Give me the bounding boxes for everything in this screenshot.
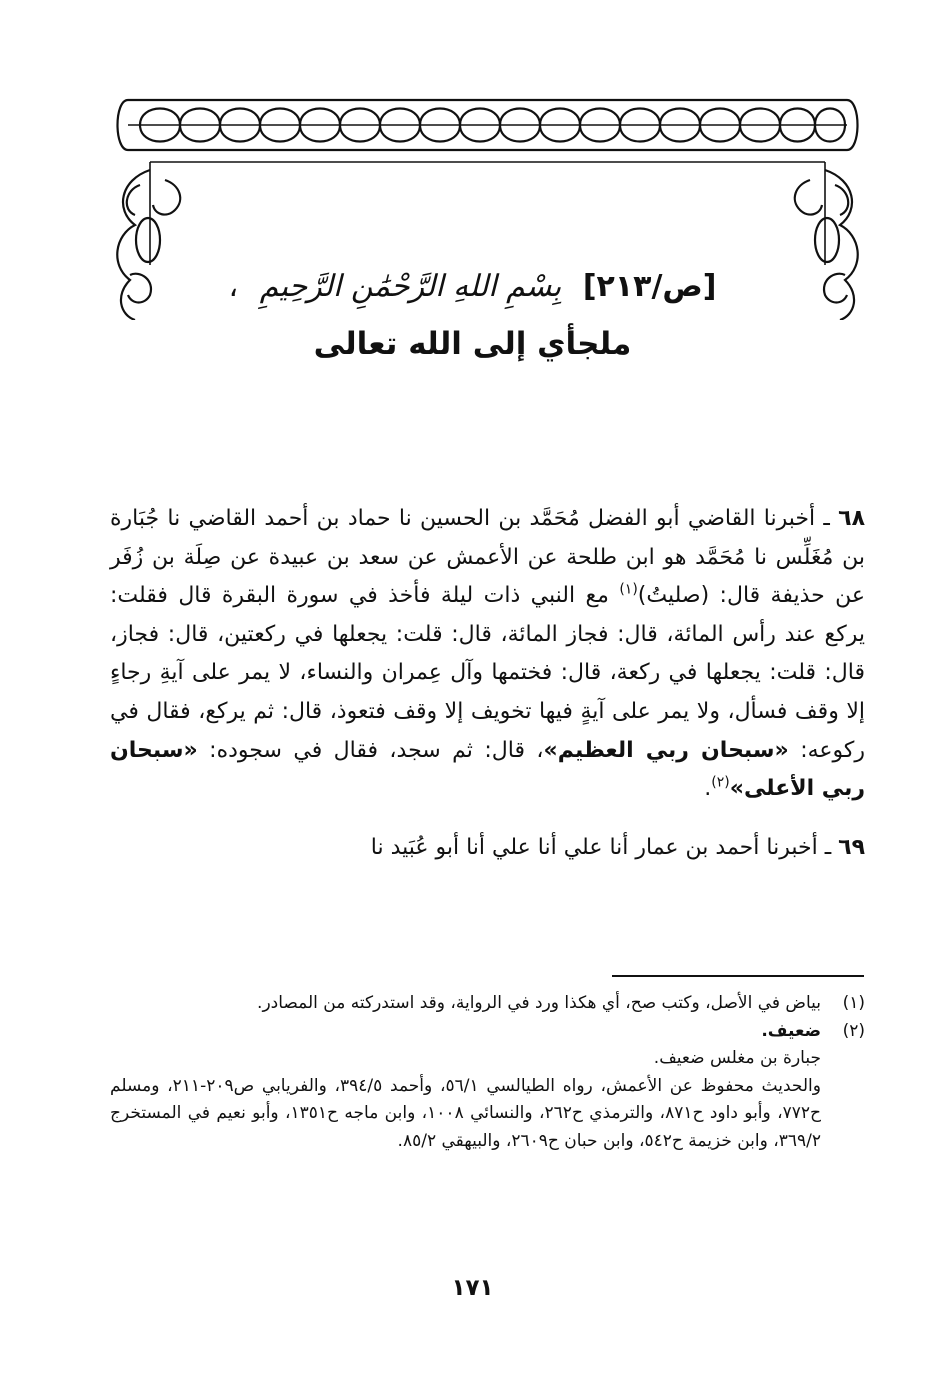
main-text xyxy=(110,500,865,867)
footnote-separator xyxy=(612,975,864,977)
hadith-number: ٦٨ xyxy=(838,506,865,531)
paragraph-end: . xyxy=(704,776,712,802)
footnote-text: والحديث محفوظ عن الأعمش، رواه الطيالسي ٥٦/١، وأحمد ٣٩٤/٥، والفريابي ص٢٠٩-٢١١، ومسلم ح٧٧٢، وأبو داود ح٨٧١، والترمذي ح٢٦٢، والنسائي ١٠٠٨، وابن ماجه ح١٣٥١، وأبو نعيم في المستخرج ٣٦٩/٢، وابن خزيمة ح٥٤٢، وابن حبان ح٢٦٠٩، والبيهقي ٨٥/٢. xyxy=(110,1075,821,1151)
paragraph-text: ـ أخبرنا القاضي أبو الفضل مُحَمَّد بن الحسين نا حماد بن أحمد القاضي نا جُبَارة بن مُغَلِّس نا مُحَمَّد هو ابن طلحة عن الأعمش عن سعد بن عبيدة عن صِلَة بن زُفَر عن حذيفة قال: (صليتُ) xyxy=(110,506,865,609)
header-trailing-mark: ، xyxy=(228,269,239,304)
footnote-text: بياض في الأصل، وكتب صح، أي هكذا ورد في الرواية، وقد استدركته من المصادر. xyxy=(257,993,821,1013)
footnote-2 xyxy=(110,1018,865,1046)
page-number: ١٧١ xyxy=(451,1275,494,1301)
footnote-mark: (١) xyxy=(842,993,865,1013)
footnote-1 xyxy=(110,990,865,1018)
quote-text: «سبحان ربي الأعلى» xyxy=(110,737,865,802)
hadith-number: ٦٩ xyxy=(838,834,865,860)
header-line xyxy=(200,262,745,312)
hadith-paragraph-68 xyxy=(110,500,865,809)
basmala: بِسْمِ اللهِ الرَّحْمَٰنِ الرَّحِيمِ xyxy=(259,269,562,304)
paragraph-text: ـ أخبرنا أحمد بن عمار أنا علي أنا علي أنا أبو عُبَيد نا xyxy=(370,834,839,860)
manuscript-page-reference: [ص/٢١٣] xyxy=(582,269,717,304)
footnote-ref-1: (١) xyxy=(619,581,638,598)
paragraph-text: ، قال: ثم سجد، فقال في سجوده: xyxy=(197,737,544,763)
footnote-ref-2: (٢) xyxy=(711,774,730,791)
paragraph-text: مع النبي ذات ليلة فأخذ في سورة البقرة قال فقلت: يركع عند رأس المائة، قال: فجاز المائة، قال: قلت: يجعلها في ركعتين، قال: فجاز، قال: قلت: يجعلها في ركعة، قال: فختمها وآل عِمران والنساء، لا يمر على آيةِ رجاءٍ إلا وقف فسأل، ولا يمر على آيةٍ فيها تخويف إلا وقف فتعوذ، قال: ثم يركع، فقال في ركوعه: xyxy=(110,583,865,763)
hadith-paragraph-69 xyxy=(110,829,865,868)
footnote-mark: (٢) xyxy=(842,1020,865,1041)
page-title: ملجأي إلى الله تعالى xyxy=(313,326,632,362)
quote-text: «سبحان ربي العظيم» xyxy=(543,737,789,763)
footnote-text: جبارة بن مغلس ضعيف. xyxy=(653,1048,821,1068)
footnotes xyxy=(110,990,865,1155)
footnote-grade: ضعيف. xyxy=(761,1020,821,1041)
